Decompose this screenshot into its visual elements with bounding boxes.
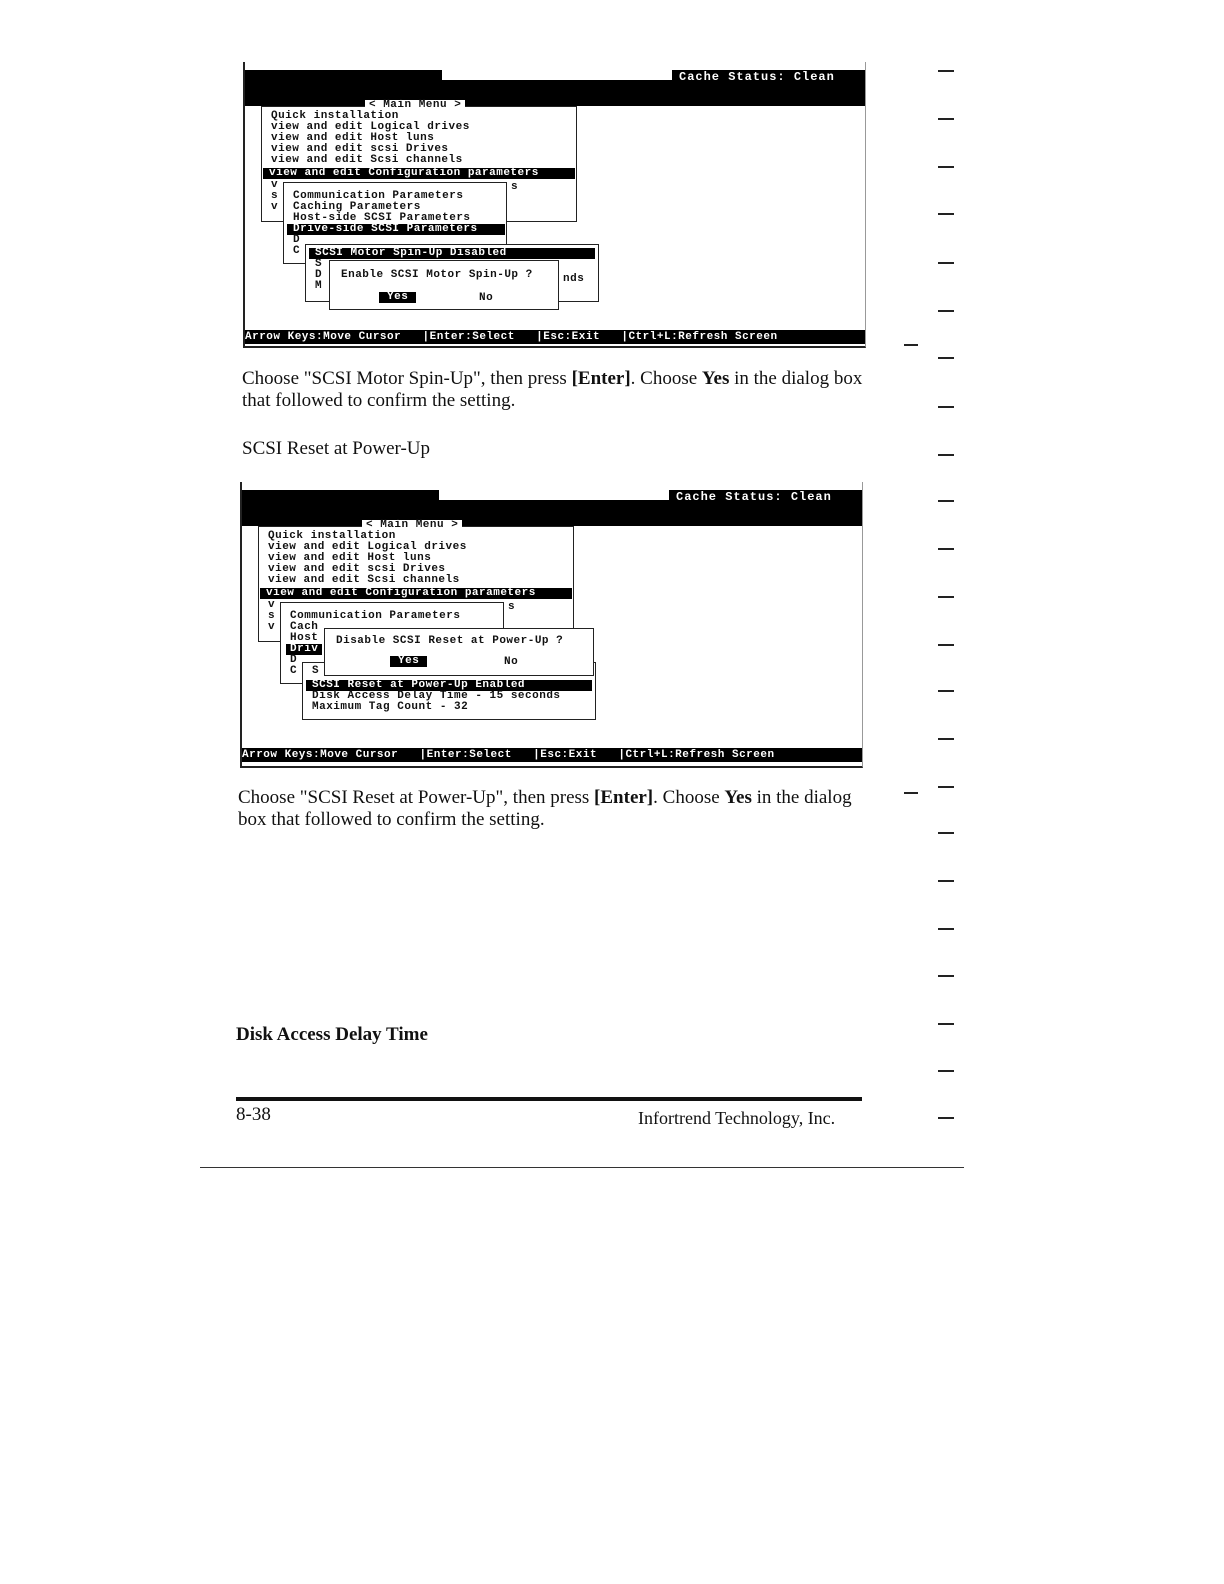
option-selected[interactable]: SCSI Reset at Power-Up Enabled	[306, 680, 592, 691]
no-button[interactable]: No	[479, 292, 494, 304]
instruction-paragraph-2: Choose "SCSI Reset at Power-Up", then press [Enter]. Choose Yes in the dialog box that followed to confirm the setting.	[238, 787, 852, 830]
cache-status: Cache Status: Clean	[679, 70, 835, 84]
margin-mark	[938, 548, 954, 550]
no-button[interactable]: No	[504, 656, 519, 668]
margin-mark	[938, 262, 954, 264]
submenu-item[interactable]: Host-side SCSI Parameters	[293, 212, 471, 224]
menu-item[interactable]: view and edit scsi Drives	[268, 563, 446, 575]
margin-mark	[938, 786, 954, 788]
menu-item-selected[interactable]: view and edit Configuration parameters	[260, 588, 572, 599]
main-menu-title: < Main Menu >	[362, 520, 462, 531]
margin-mark	[938, 1117, 954, 1119]
menu-item[interactable]: Quick installation	[271, 110, 399, 122]
section-heading: SCSI Reset at Power-Up	[242, 438, 431, 459]
title-bar	[242, 490, 862, 526]
margin-mark	[904, 344, 918, 346]
instruction-paragraph-1: Choose "SCSI Motor Spin-Up", then press [Enter]. Choose Yes in the dialog box that followed to confirm the setting.	[242, 368, 863, 411]
submenu-stub-letter: C	[290, 665, 298, 677]
submenu-item[interactable]: Communication Parameters	[290, 610, 461, 622]
margin-mark	[938, 357, 954, 359]
margin-mark	[938, 880, 954, 882]
option-stub-letter: S	[312, 665, 320, 677]
margin-mark	[938, 213, 954, 215]
margin-mark	[938, 500, 954, 502]
submenu-stub-selected[interactable]: Driv	[286, 644, 322, 655]
submenu-stub-letter: D	[293, 234, 301, 246]
option-stub-letter: D	[315, 269, 323, 281]
margin-mark	[938, 406, 954, 408]
menu-item[interactable]: view and edit Scsi channels	[271, 154, 463, 166]
menu-item[interactable]: view and edit Logical drives	[268, 541, 467, 553]
dialog-question: Disable SCSI Reset at Power-Up ?	[336, 635, 564, 647]
menu-item[interactable]: view and edit Host luns	[271, 132, 435, 144]
margin-mark	[938, 690, 954, 692]
yes-button[interactable]: Yes	[390, 656, 427, 667]
margin-mark	[938, 70, 954, 72]
margin-mark	[938, 738, 954, 740]
terminal-screenshot-1	[243, 62, 866, 348]
dialog-side-text: nds	[563, 273, 585, 285]
margin-mark	[938, 644, 954, 646]
menu-stub-letter: v	[268, 599, 276, 611]
margin-mark	[938, 118, 954, 120]
menu-item[interactable]: view and edit scsi Drives	[271, 143, 449, 155]
status-bar: Arrow Keys:Move Cursor |Enter:Select |Esc:Exit |Ctrl+L:Refresh Screen	[245, 330, 865, 344]
margin-mark	[938, 166, 954, 168]
yes-button[interactable]: Yes	[379, 292, 416, 303]
option-stub-letter: M	[315, 280, 323, 292]
submenu-side-letter: s	[508, 601, 516, 613]
margin-mark	[938, 1070, 954, 1072]
menu-stub-letter: s	[271, 190, 279, 202]
option-item[interactable]: Maximum Tag Count - 32	[312, 701, 469, 713]
margin-mark	[938, 832, 954, 834]
section-heading: Disk Access Delay Time	[236, 1024, 428, 1045]
footer-rule	[236, 1097, 862, 1101]
option-stub-letter: S	[315, 258, 323, 270]
margin-mark	[938, 1023, 954, 1025]
submenu-stub-letter: C	[293, 245, 301, 257]
page-number: 8-38	[236, 1104, 271, 1125]
company-name: Infortrend Technology, Inc.	[638, 1108, 836, 1128]
margin-mark	[904, 792, 918, 794]
submenu-stub-letter: D	[290, 654, 298, 666]
margin-mark	[938, 310, 954, 312]
submenu-stub[interactable]: Host	[290, 632, 319, 644]
cache-status: Cache Status: Clean	[676, 490, 832, 504]
menu-item[interactable]: Quick installation	[268, 530, 396, 542]
submenu-side-letter: s	[511, 181, 519, 193]
main-menu-title: < Main Menu >	[365, 100, 465, 111]
scan-edge-line	[200, 1167, 964, 1168]
submenu-item[interactable]: Caching Parameters	[293, 201, 421, 213]
confirm-dialog	[329, 260, 559, 310]
option-selected[interactable]: SCSI Motor Spin-Up Disabled	[309, 248, 595, 259]
margin-mark	[938, 975, 954, 977]
margin-mark	[938, 454, 954, 456]
submenu-item-selected[interactable]: Drive-side SCSI Parameters	[287, 224, 505, 235]
menu-stub-letter: v	[268, 621, 276, 633]
dialog-question: Enable SCSI Motor Spin-Up ?	[341, 269, 533, 281]
margin-mark	[938, 596, 954, 598]
title-bar	[245, 70, 865, 106]
submenu-item[interactable]: Communication Parameters	[293, 190, 464, 202]
menu-item[interactable]: view and edit Logical drives	[271, 121, 470, 133]
menu-item[interactable]: view and edit Host luns	[268, 552, 432, 564]
status-bar: Arrow Keys:Move Cursor |Enter:Select |Esc:Exit |Ctrl+L:Refresh Screen	[242, 748, 862, 762]
menu-stub-letter: v	[271, 201, 279, 213]
menu-stub-letter: v	[271, 179, 279, 191]
submenu-stub[interactable]: Cach	[290, 621, 319, 633]
option-item[interactable]: Disk Access Delay Time - 15 seconds	[312, 690, 561, 702]
margin-mark	[938, 928, 954, 930]
menu-item-selected[interactable]: view and edit Configuration parameters	[263, 168, 575, 179]
menu-stub-letter: s	[268, 610, 276, 622]
menu-item[interactable]: view and edit Scsi channels	[268, 574, 460, 586]
terminal-screenshot-2	[240, 482, 863, 768]
